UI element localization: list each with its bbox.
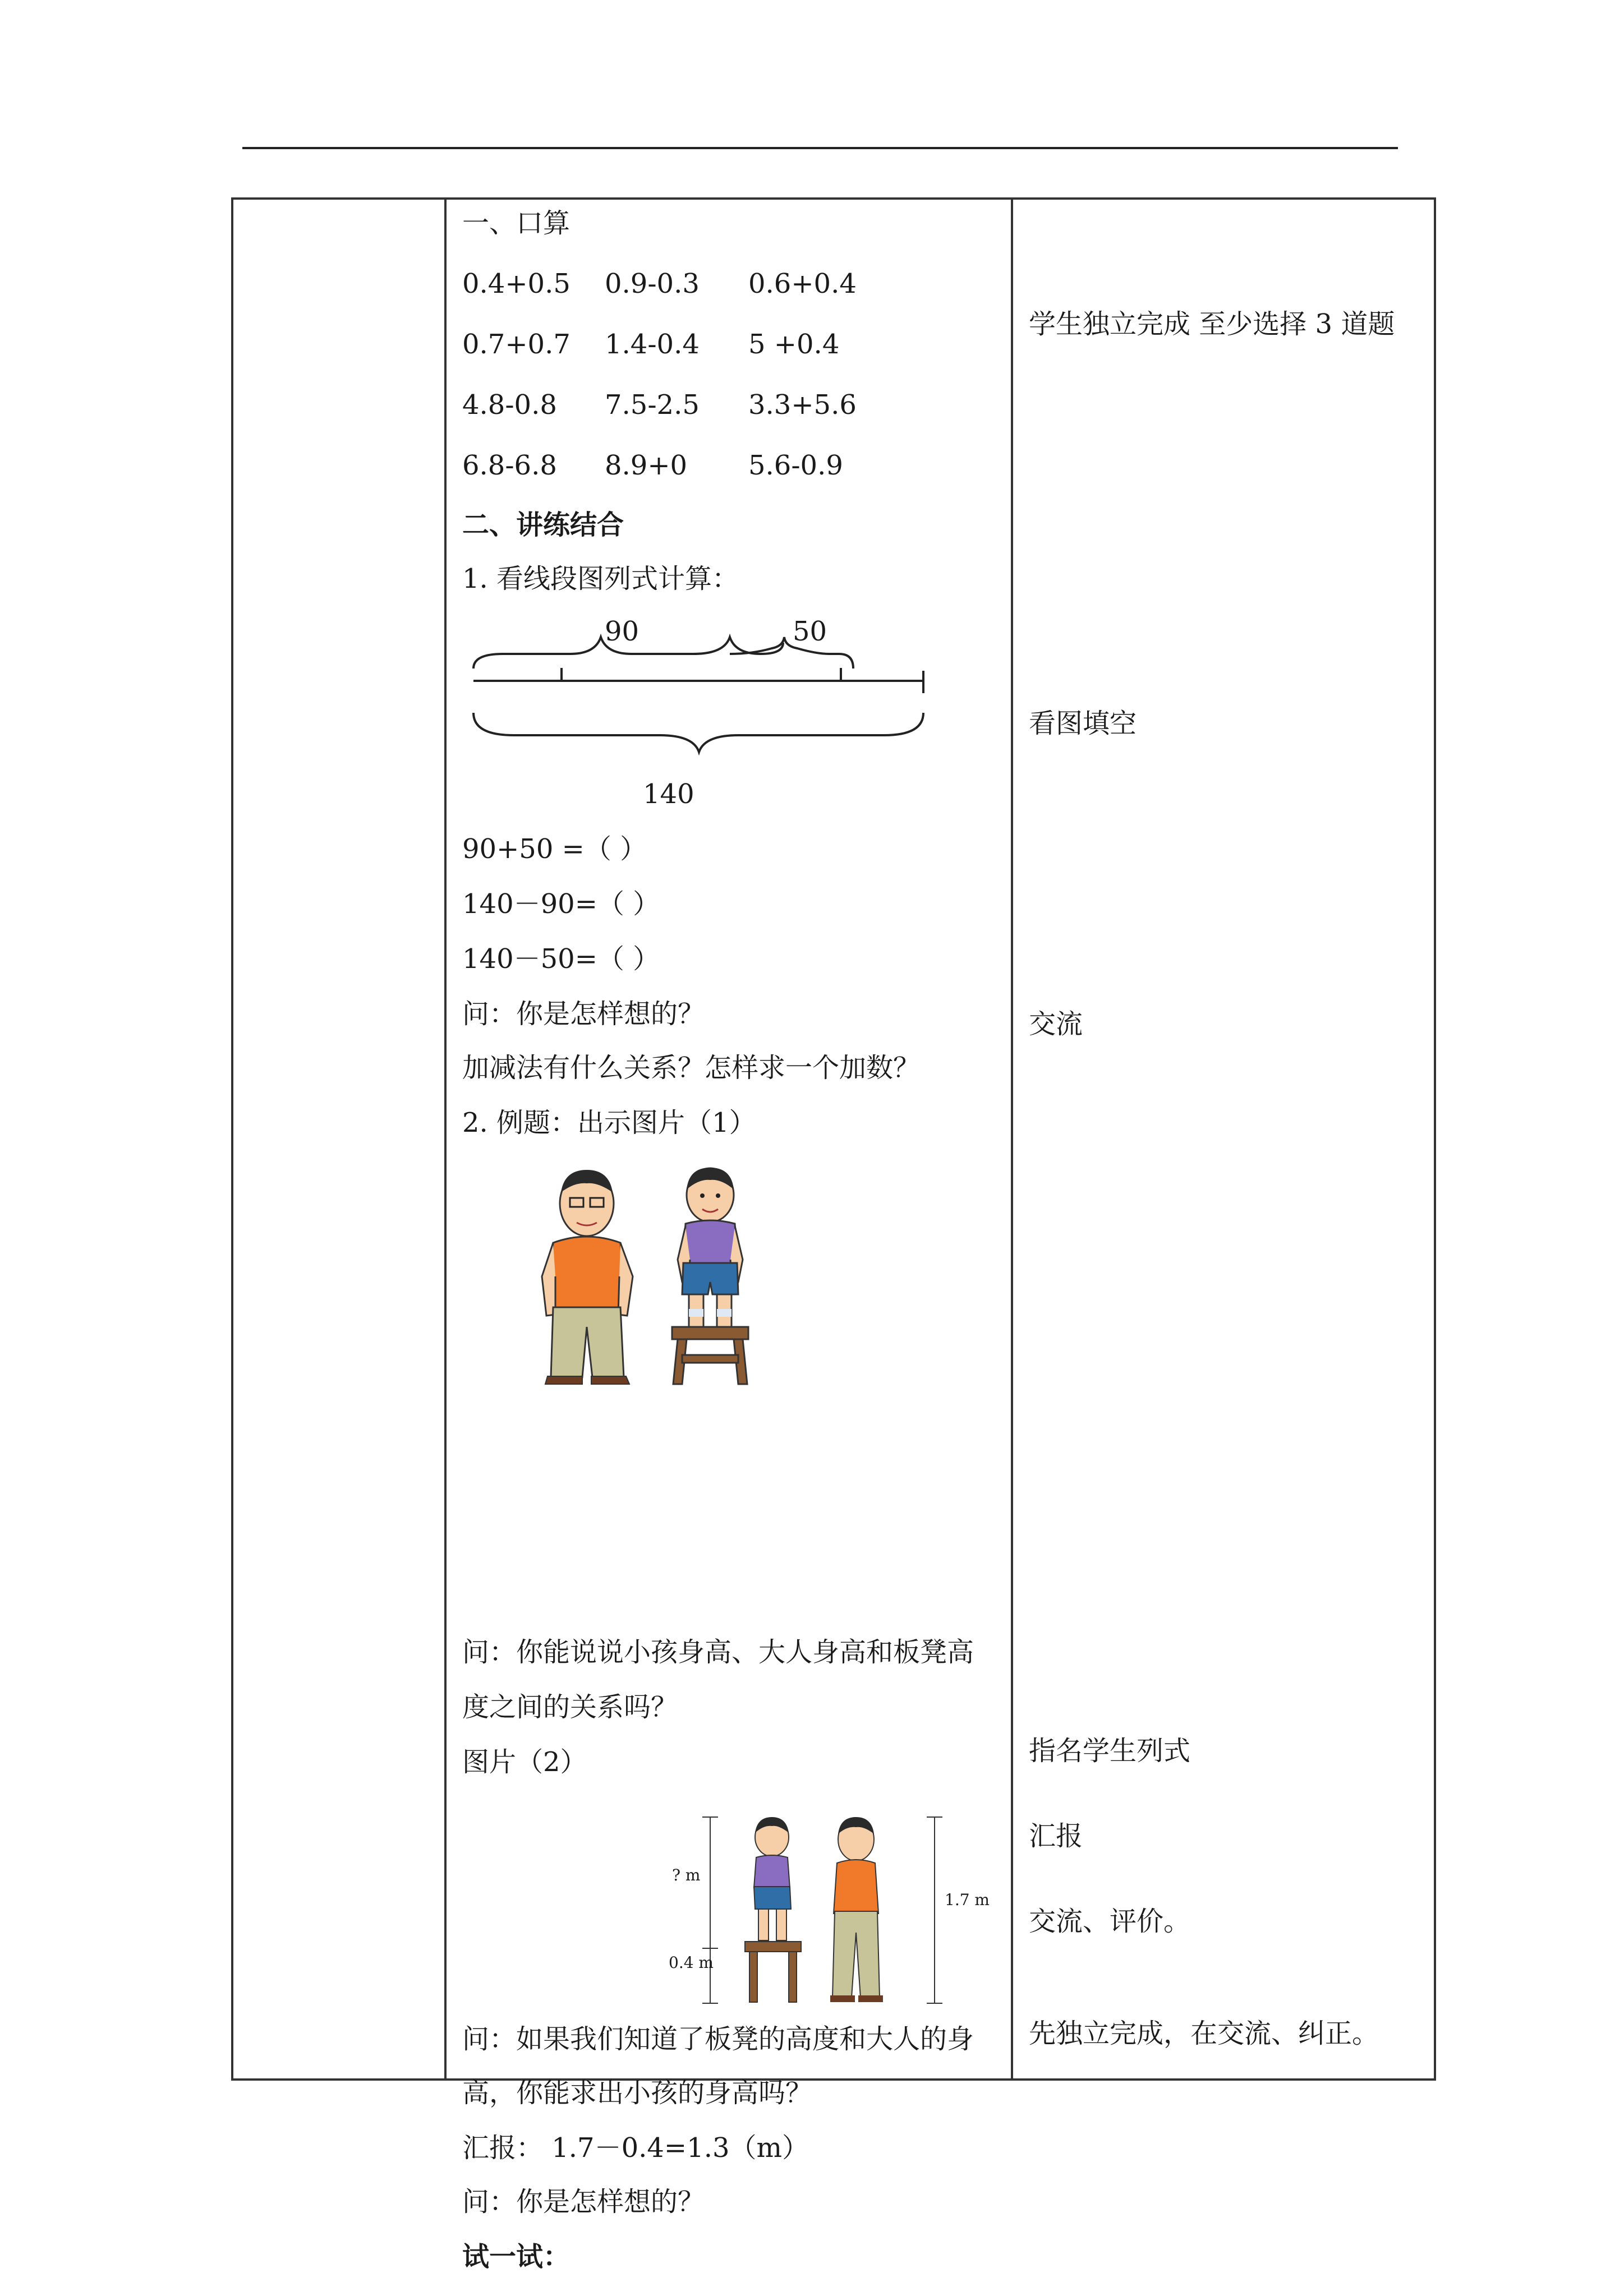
question-how-think: 问：你是怎样想的？ xyxy=(462,998,705,1030)
note-student-equation: 指名学生列式 xyxy=(1029,1735,1191,1767)
man-figure xyxy=(542,1170,633,1384)
boy-figure xyxy=(754,1817,791,1940)
boy-figure xyxy=(678,1168,743,1327)
question-how-think-2: 问：你是怎样想的？ xyxy=(462,2186,705,2217)
lesson-table xyxy=(231,197,1436,2272)
oral-calc-heading: 一、口算 xyxy=(462,208,571,239)
note-discuss: 交流 xyxy=(1029,1008,1083,1040)
calc-item: 7.5-2.5 xyxy=(605,389,700,421)
question-add-sub-relation: 加减法有什么关系？怎样求一个加数？ xyxy=(462,1052,921,1084)
calc-item: 3.3+5.6 xyxy=(748,389,857,421)
question-relation-line1: 问：你能说说小孩身高、大人身高和板凳高 xyxy=(462,1636,974,1668)
header-rule xyxy=(242,147,1398,149)
item-2-title: 2. 例题：出示图片（1） xyxy=(462,1107,756,1138)
calc-item: 0.9-0.3 xyxy=(605,268,700,299)
note-self-then-correct: 先独立完成，在交流、纠正。 xyxy=(1029,2018,1379,2049)
item-1-title: 1. 看线段图列式计算： xyxy=(462,563,739,594)
note-evaluate: 交流、评价。 xyxy=(1029,1906,1191,1937)
calc-item: 5.6-0.9 xyxy=(748,450,843,481)
stool xyxy=(672,1327,748,1384)
brace-top-50 xyxy=(730,637,853,668)
question-find-child-line1: 问：如果我们知道了板凳的高度和大人的身 xyxy=(462,2023,974,2055)
child-height-label: ? m xyxy=(672,1866,701,1884)
teaching-content-column xyxy=(447,200,1013,2272)
equation-2: 140－90=（ ） xyxy=(462,888,660,920)
picture-2-label: 图片（2） xyxy=(462,1746,587,1778)
label-50: 50 xyxy=(793,616,827,647)
note-report: 汇报 xyxy=(1029,1820,1083,1852)
calc-item: 5 +0.4 xyxy=(748,329,840,360)
adult-height-label: 1.7 m xyxy=(945,1891,990,1909)
label-90: 90 xyxy=(605,616,640,647)
calc-item: 4.8-0.8 xyxy=(462,389,557,421)
equation-3: 140－50=（ ） xyxy=(462,943,660,975)
stool xyxy=(745,1942,801,2002)
note-fill-in: 看图填空 xyxy=(1029,708,1137,739)
report-answer: 汇报： 1.7－0.4=1.3（m） xyxy=(462,2132,809,2164)
calc-item: 1.4-0.4 xyxy=(605,329,700,360)
calc-item: 6.8-6.8 xyxy=(462,450,557,481)
note-independent: 学生独立完成 至少选择 3 道题 xyxy=(1029,308,1395,340)
question-relation-line2: 度之间的关系吗？ xyxy=(462,1691,678,1723)
question-find-child-line2: 高，你能求出小孩的身高吗？ xyxy=(462,2077,813,2109)
calc-item: 0.6+0.4 xyxy=(748,268,857,299)
try-it-heading: 试一试： xyxy=(462,2241,571,2272)
calc-item: 8.9+0 xyxy=(605,450,688,481)
illustration-man-and-boy-on-stool xyxy=(531,1164,778,1389)
label-140: 140 xyxy=(643,778,694,810)
line-segment-diagram xyxy=(447,615,951,839)
calc-item: 0.4+0.5 xyxy=(462,268,571,299)
calc-item: 0.7+0.7 xyxy=(462,329,571,360)
illustration-height-measurement xyxy=(693,1815,974,2005)
brace-bottom-140 xyxy=(473,713,923,752)
man-figure xyxy=(830,1817,883,2002)
stool-height-label: 0.4 m xyxy=(669,1953,714,1972)
practice-heading: 二、讲练结合 xyxy=(462,509,624,541)
equation-1: 90+50 =（ ） xyxy=(462,833,647,865)
notes-column xyxy=(1013,200,1439,2078)
